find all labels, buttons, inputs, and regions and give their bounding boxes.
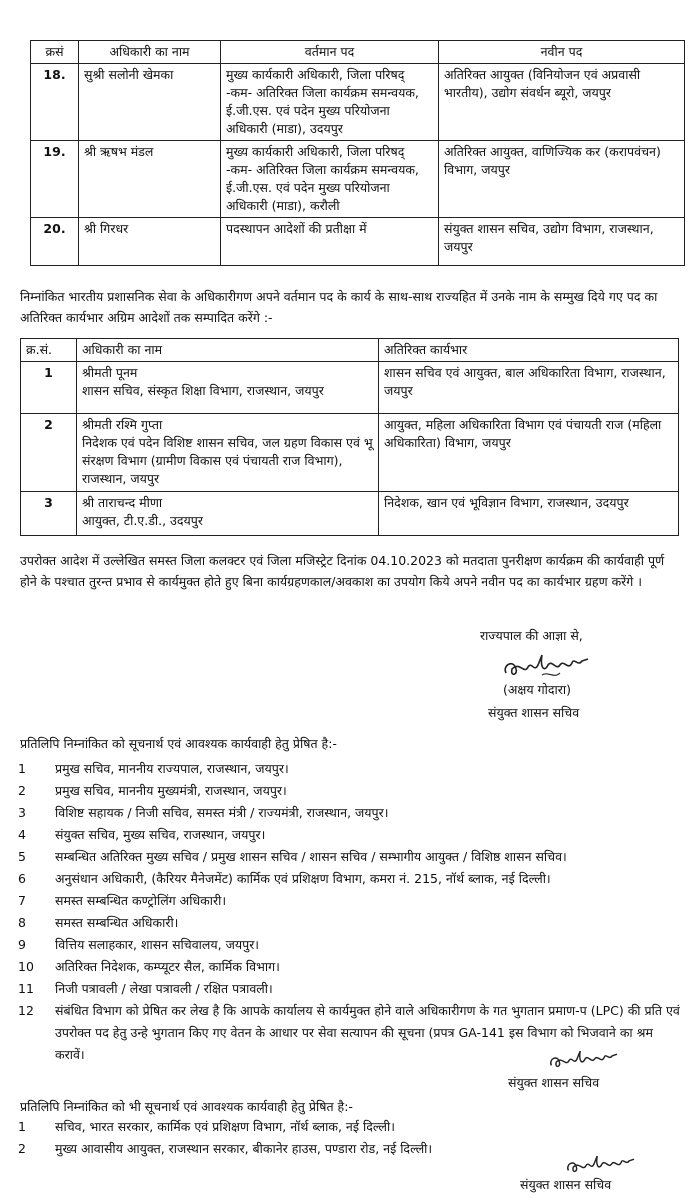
item-text: अतिरिक्त निदेशक, कम्प्यूटर सैल, कार्मिक विभाग। xyxy=(55,959,280,974)
item-number: 10 xyxy=(18,959,34,974)
officer-post: शासन सचिव, संस्कृत शिक्षा विभाग, राजस्थान, जयपुर xyxy=(82,383,324,398)
item-text: समस्त सम्बन्धित कण्ट्रोलिंग अधिकारी। xyxy=(55,893,227,908)
item-number: 5 xyxy=(18,849,26,864)
item-number: 9 xyxy=(18,937,26,952)
list-item xyxy=(18,758,683,780)
signatory-designation: संयुक्त शासन सचिव xyxy=(508,1075,600,1090)
item-number: 12 xyxy=(18,1003,34,1018)
item-text: वित्तिय सलाहकार, शासन सचिवालय, जयपुर। xyxy=(55,937,260,952)
item-number: 2 xyxy=(18,1141,26,1156)
item-text: निजी पत्रावली / लेखा पत्रावली / रक्षित पत्रावली। xyxy=(55,981,273,996)
additional-charge: शासन सचिव एवं आयुक्त, बाल अधिकारिता विभाग, राजस्थान, जयपुर xyxy=(379,362,679,414)
list-item xyxy=(18,912,683,934)
list-item xyxy=(18,868,683,890)
signatory-name: (अक्षय गोदारा) xyxy=(503,682,571,697)
col-header: क्र.सं. xyxy=(21,339,77,362)
officer-name: श्री ऋषभ मंडल xyxy=(79,141,221,218)
table-row xyxy=(21,492,679,536)
item-number: 3 xyxy=(18,805,26,820)
list-item xyxy=(18,978,683,1000)
order-line: राज्यपाल की आज्ञा से, xyxy=(480,628,583,643)
officer-cell xyxy=(77,362,379,414)
officer-name: श्री ताराचन्द मीणा xyxy=(82,495,163,510)
new-post: अतिरिक्त आयुक्त, वाणिज्यिक कर (करापवंचन) विभाग, जयपुर xyxy=(439,141,685,218)
item-text: प्रमुख सचिव, माननीय मुख्यमंत्री, राजस्थान, जयपुर। xyxy=(55,783,287,798)
row-number: 19. xyxy=(31,141,79,218)
officer-name: श्रीमती रश्मि गुप्ता xyxy=(82,417,163,432)
transfer-table xyxy=(30,40,685,266)
item-number: 1 xyxy=(18,761,26,776)
item-text: सम्बन्धित अतिरिक्त मुख्य सचिव / प्रमुख शासन सचिव / शासन सचिव / सम्भागीय आयुक्त / विशिष्ठ शासन सचिव। xyxy=(55,849,567,864)
item-text: अनुसंधान अधिकारी, (कैरियर मैनेजमेंट) कार्मिक एवं प्रशिक्षण विभाग, कमरा नं. 215, नॉर्थ ब्लाक, नई दिल्ली। xyxy=(55,871,551,886)
col-header: अधिकारी का नाम xyxy=(79,41,221,64)
additional-charge-table xyxy=(20,338,679,536)
list-item xyxy=(18,824,683,846)
current-post: मुख्य कार्यकारी अधिकारी, जिला परिषद् -कम- अतिरिक्त जिला कार्यक्रम समन्वयक, ई.जी.एस. एवं पदेन मुख्य परियोजना अधिकारी (माडा), उदयपुर xyxy=(221,64,439,141)
list-item xyxy=(18,802,683,824)
new-post: अतिरिक्त आयुक्त (विनियोजन एवं अप्रवासी भारतीय), उद्योग संवर्धन ब्यूरो, जयपुर xyxy=(439,64,685,141)
copy-list xyxy=(18,758,683,1066)
item-number: 4 xyxy=(18,827,26,842)
item-text: समस्त सम्बन्धित अधिकारी। xyxy=(55,915,179,930)
table-header xyxy=(21,339,679,362)
additional-charge: आयुक्त, महिला अधिकारिता विभाग एवं पंचायती राज (महिला अधिकारिता) विभाग, जयपुर xyxy=(379,414,679,492)
item-number: 8 xyxy=(18,915,26,930)
signatory-designation: संयुक्त शासन सचिव xyxy=(520,1177,612,1192)
table-row xyxy=(21,362,679,414)
copy-heading: प्रतिलिपि निम्नांकित को सूचनार्थ एवं आवश्यक कार्यवाही हेतु प्रेषित है:- xyxy=(20,736,337,751)
item-text: संबंधित विभाग को प्रेषित कर लेख है कि आपके कार्यालय से कार्यमुक्त होने वाले अधिकारीगण के गत भुगतान प्रमाण-प (LPC) की प्रति एवं उपरोक्त पद हेतु उन्हे भुगतान किए गए वेतन के आधार पर सेवा सत्यापन की सूचना (प्रपत्र GA-141 इस विभाग को भिजवाने का श्रम करावें। xyxy=(55,1003,680,1062)
col-header: वर्तमान पद xyxy=(221,41,439,64)
row-number: 18. xyxy=(31,64,79,141)
item-number: 1 xyxy=(18,1119,26,1134)
current-post: मुख्य कार्यकारी अधिकारी, जिला परिषद् -कम- अतिरिक्त जिला कार्यक्रम समन्वयक, ई.जी.एस. एवं पदेन मुख्य परियोजना अधिकारी (माडा), करौली xyxy=(221,141,439,218)
col-header: अतिरिक्त कार्यभार xyxy=(379,339,679,362)
officer-cell xyxy=(77,492,379,536)
additional-charge: निदेशक, खान एवं भूविज्ञान विभाग, राजस्थान, उदयपुर xyxy=(379,492,679,536)
signatory-designation: संयुक्त शासन सचिव xyxy=(488,705,580,720)
signature-scribble xyxy=(545,1043,625,1075)
officer-name: श्रीमती पूनम xyxy=(82,365,138,380)
additional-charge-paragraph: निम्नांकित भारतीय प्रशासनिक सेवा के अधिकारीगण अपने वर्तमान पद के कार्य के साथ-साथ राज्यहित में उनके नाम के सम्मुख दिये गए पद का अतिरिक्त कार्यभार अग्रिम आदेशों तक सम्पादित करेंगे :- xyxy=(20,289,658,325)
relieving-paragraph: उपरोक्त आदेश में उल्लेखित समस्त जिला कलक्टर एवं जिला मजिस्ट्रेट दिनांक 04.10.2023 को मतदाता पुनरीक्षण कार्यक्रम की कार्यवाही पूर्ण होने के पश्चात तुरन्त प्रभाव से कार्यमुक्त होते हुए बिना कार्यग्रहणकाल/अवकाश का उपयोग किये अपने नवीन पद का कार्यभार ग्रहण करेंगे । xyxy=(20,553,665,589)
officer-name: श्री गिरधर xyxy=(79,218,221,266)
officer-cell xyxy=(77,414,379,492)
item-number: 11 xyxy=(18,981,34,996)
list-item xyxy=(18,890,683,912)
list-item xyxy=(18,934,683,956)
row-number: 2 xyxy=(21,414,77,492)
item-text: संयुक्त सचिव, मुख्य सचिव, राजस्थान, जयपुर। xyxy=(55,827,266,842)
item-text: सचिव, भारत सरकार, कार्मिक एवं प्रशिक्षण विभाग, नॉर्थ ब्लाक, नई दिल्ली। xyxy=(55,1119,395,1134)
copy-heading: प्रतिलिपि निम्नांकित को भी सूचनार्थ एवं आवश्यक कार्यवाही हेतु प्रेषित है:- xyxy=(20,1099,353,1114)
table-row xyxy=(21,414,679,492)
col-header: अधिकारी का नाम xyxy=(77,339,379,362)
col-header: क्रसं xyxy=(31,41,79,64)
item-number: 2 xyxy=(18,783,26,798)
item-text: विशिष्ट सहायक / निजी सचिव, समस्त मंत्री / राज्यमंत्री, राजस्थान, जयपुर। xyxy=(55,805,389,820)
item-number: 6 xyxy=(18,871,26,886)
list-item xyxy=(18,780,683,802)
current-post: पदस्थापन आदेशों की प्रतीक्षा में xyxy=(221,218,439,266)
signature-scribble xyxy=(498,645,598,685)
officer-post: निदेशक एवं पदेन विशिष्ट शासन सचिव, जल ग्रहण विकास एवं भू संरक्षण विभाग (ग्रामीण विकास एवं पंचायती राज विभाग), राजस्थान, जयपुर xyxy=(82,435,373,486)
table-row xyxy=(31,64,685,141)
col-header: नवीन पद xyxy=(439,41,685,64)
row-number: 3 xyxy=(21,492,77,536)
new-post: संयुक्त शासन सचिव, उद्योग विभाग, राजस्थान, जयपुर xyxy=(439,218,685,266)
item-number: 7 xyxy=(18,893,26,908)
table-header xyxy=(31,41,685,64)
table-row xyxy=(31,141,685,218)
row-number: 20. xyxy=(31,218,79,266)
officer-name: सुश्री सलोनी खेमका xyxy=(79,64,221,141)
item-text: मुख्य आवासीय आयुक्त, राजस्थान सरकार, बीकानेर हाउस, पण्डारा रोड, नई दिल्ली। xyxy=(55,1141,433,1156)
officer-post: आयुक्त, टी.ए.डी., उदयपुर xyxy=(82,513,203,528)
list-item xyxy=(18,1116,683,1138)
list-item xyxy=(18,846,683,868)
table-row xyxy=(31,218,685,266)
row-number: 1 xyxy=(21,362,77,414)
list-item xyxy=(18,956,683,978)
item-text: प्रमुख सचिव, माननीय राज्यपाल, राजस्थान, जयपुर। xyxy=(55,761,289,776)
